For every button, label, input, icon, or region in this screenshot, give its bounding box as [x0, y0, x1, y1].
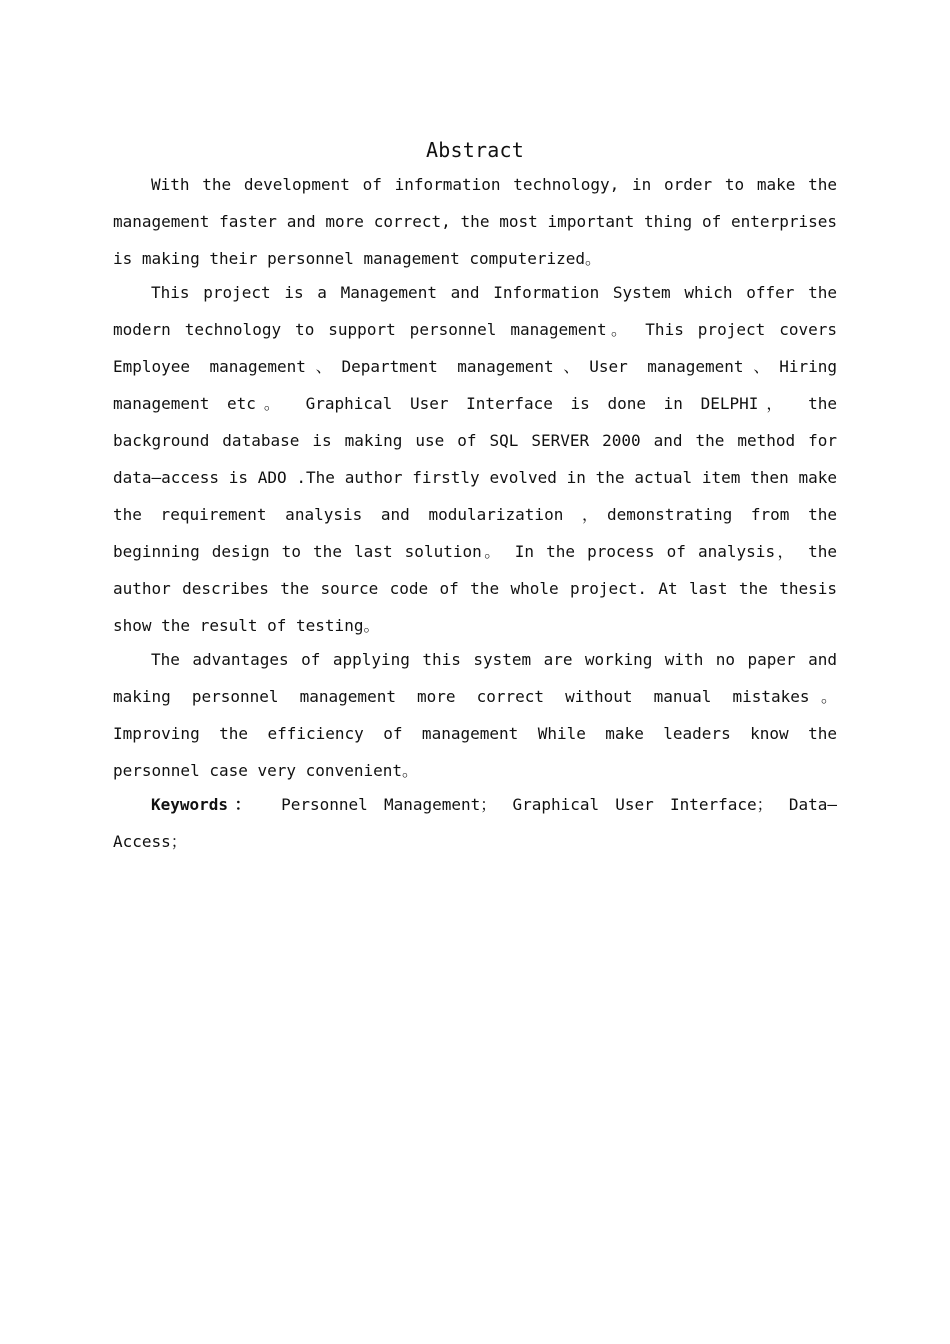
- keywords-line: [113, 786, 837, 860]
- abstract-paragraph-3: The advantages of applying this system are working with no paper and making personnel management more correct without manual mistakes。 Improving the efficiency of management While make leaders know the personnel case very convenient。: [113, 650, 837, 780]
- keywords-text: Personnel Management； Graphical User Interface； Data—Access；: [113, 795, 837, 851]
- abstract-paragraph-2: This project is a Management and Information System which offer the modern technology to support personnel management。 This project covers Employee management、Department management、User management、Hiring management etc。 Graphical User Interface is done in DELPHI， the background database is making use of SQL SERVER 2000 and the method for data—access is ADO .The author firstly evolved in the actual item then make the requirement analysis and modularization ，demonstrating from the beginning design to the last solution。 In the process of analysis， the author describes the source code of the whole project. At last the thesis show the result of testing。: [113, 283, 838, 635]
- abstract-page: [113, 134, 837, 860]
- abstract-paragraph-1: With the development of information technology, in order to make the management faster and more correct, the most important thing of enterprises is making their personnel management computerized。: [113, 175, 837, 268]
- abstract-title: Abstract: [426, 138, 524, 162]
- keywords-label: Keywords：: [151, 795, 258, 814]
